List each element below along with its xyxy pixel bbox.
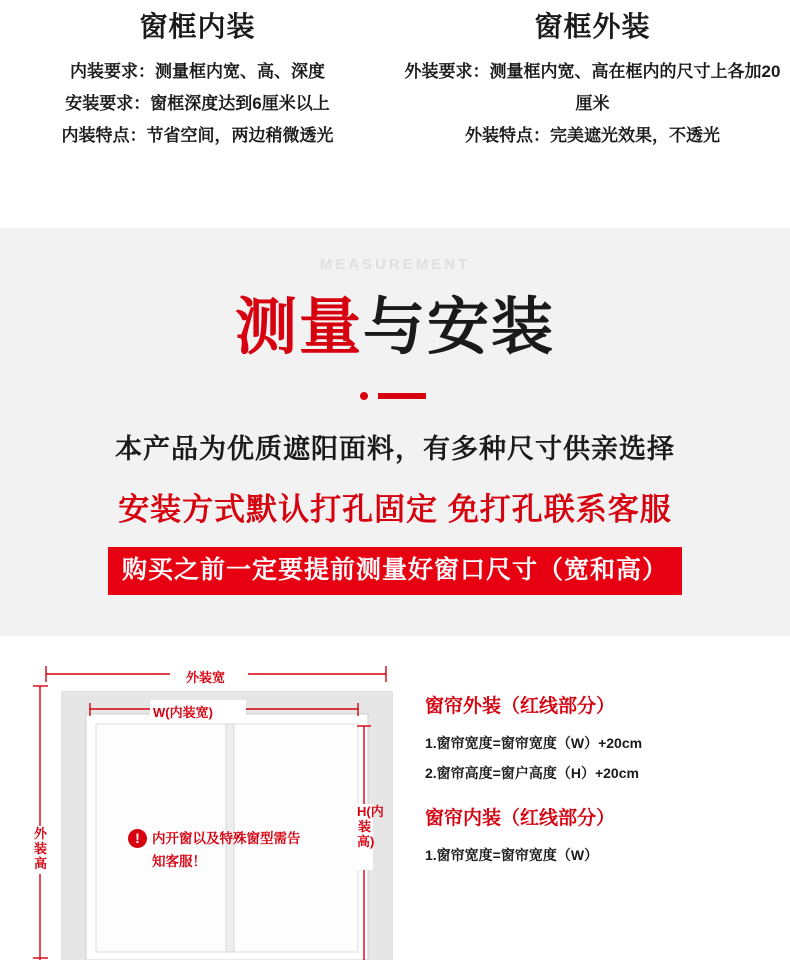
notes-outer-title: 窗帘外装（红线部分） xyxy=(425,696,616,717)
warning-icon: ! xyxy=(128,829,147,848)
hero-title-dark: 与安装 xyxy=(363,293,556,362)
decorative-divider xyxy=(360,391,430,401)
label-outer-height-text: 外装高 xyxy=(33,826,47,871)
row-value: 测量框内宽、高、深度 xyxy=(155,62,325,81)
comparison-row xyxy=(403,56,782,120)
notes-spacer xyxy=(425,788,785,804)
row-label: 安装要求： xyxy=(65,94,151,113)
hero-subline-2 xyxy=(0,484,790,529)
row-value: 测量框内宽、高在框内的尺寸上各加20厘米 xyxy=(489,62,781,113)
hero-subline-2-a: 安装方式默认打孔固定 xyxy=(118,492,439,527)
comparison-title-outer: 窗框外装 xyxy=(534,11,651,42)
hero-title xyxy=(0,291,790,365)
label-outer-height xyxy=(33,826,48,871)
row-label: 内装要求： xyxy=(70,62,155,81)
row-label: 外装要求： xyxy=(404,62,490,81)
divider-dot-icon xyxy=(360,392,368,400)
notes-outer-item: 2.窗帘高度=窗户高度（H）+20cm xyxy=(425,765,639,781)
hero-title-red: 测量 xyxy=(234,293,363,362)
hero-subline-2-b: 免打孔联系客服 xyxy=(447,492,672,527)
divider-bar-icon xyxy=(378,393,426,399)
label-inner-height-text: H(内装高) xyxy=(357,804,384,849)
notes-inner-item: 1.窗帘宽度=窗帘宽度（W） xyxy=(425,847,599,863)
window-diagram xyxy=(0,636,420,960)
row-value: 窗框深度达到6厘米以上 xyxy=(150,94,330,113)
measurement-notes xyxy=(425,692,785,870)
comparison-title-inner: 窗框内装 xyxy=(139,11,256,42)
comparison-row xyxy=(8,120,387,152)
row-label: 外装特点： xyxy=(465,126,550,145)
notes-inner-title: 窗帘内装（红线部分） xyxy=(425,808,616,829)
measurement-diagram-section xyxy=(0,636,790,960)
row-value: 完美遮光效果，不透光 xyxy=(550,126,720,145)
hero-eyebrow: MEASUREMENT xyxy=(319,256,471,273)
comparison-column-inner xyxy=(0,6,395,228)
label-inner-width: W(内装宽) xyxy=(153,705,213,720)
hero-subline-1: 本产品为优质遮阳面料，有多种尺寸供亲选择 xyxy=(115,434,675,464)
row-label: 内装特点： xyxy=(61,126,147,145)
label-inner-height xyxy=(357,804,384,849)
label-outer-width: 外装宽 xyxy=(186,670,226,685)
comparison-rows-outer xyxy=(403,56,782,152)
comparison-row xyxy=(8,56,387,88)
comparison-column-outer xyxy=(395,6,790,228)
warning-text: 内开窗以及特殊窗型需告知客服！ xyxy=(152,831,301,869)
comparison-section xyxy=(0,0,790,228)
comparison-rows-inner xyxy=(8,56,387,152)
comparison-row xyxy=(8,88,387,120)
hero-banner: 购买之前一定要提前测量好窗口尺寸（宽和高） xyxy=(108,547,682,595)
hero-section xyxy=(0,228,790,636)
comparison-row xyxy=(403,120,782,152)
notes-outer-item: 1.窗帘宽度=窗帘宽度（W）+20cm xyxy=(425,735,643,751)
row-value: 节省空间，两边稍微透光 xyxy=(146,126,334,145)
